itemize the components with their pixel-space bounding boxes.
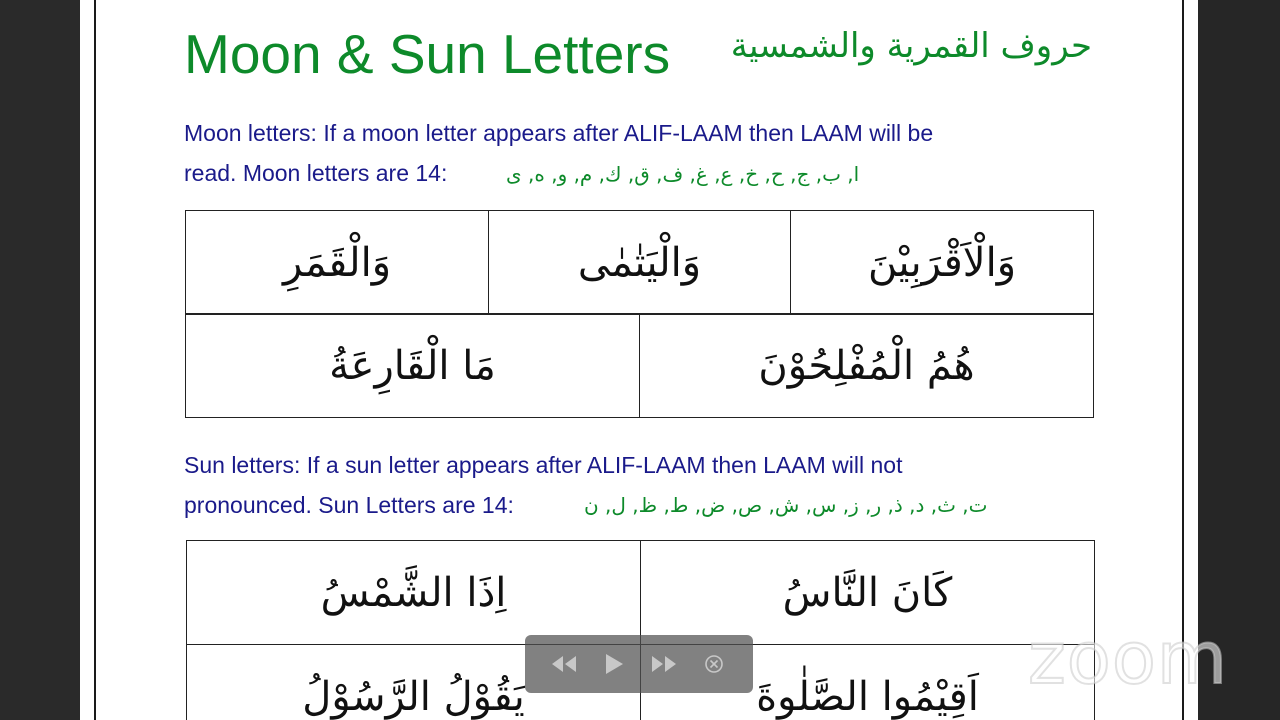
moon-description-line2: read. Moon letters are 14: bbox=[184, 160, 448, 186]
sun-examples-table bbox=[186, 540, 1095, 720]
slide-title-arabic: حروف القمرية والشمسية bbox=[730, 26, 1092, 66]
moon-examples-table-row2 bbox=[185, 313, 1094, 418]
sun-description-line1: Sun letters: If a sun letter appears after ALIF-LAAM then LAAM will not bbox=[184, 452, 903, 478]
left-dark-margin bbox=[0, 0, 80, 720]
sun-example-cell: اِذَا الشَّمْسُ bbox=[187, 541, 641, 645]
sun-example-cell: اَقِيْمُوا الصَّلٰوةَ bbox=[641, 645, 1095, 720]
playback-controls bbox=[525, 635, 753, 693]
sun-example-cell: يَقُوْلُ الرَّسُوْلُ bbox=[187, 645, 641, 720]
moon-example-cell: وَالْيَتٰمٰى bbox=[489, 211, 791, 315]
close-player-button[interactable] bbox=[694, 644, 734, 684]
page-right-border bbox=[1182, 0, 1184, 720]
moon-letters-list: ا, ب, ج, ح, خ, ع, غ, ف, ق, ك, م, و, ه, ی bbox=[506, 162, 860, 186]
page-left-border bbox=[94, 0, 96, 720]
moon-description-line1: Moon letters: If a moon letter appears after ALIF-LAAM then LAAM will be bbox=[184, 120, 934, 146]
moon-example-cell: وَالْقَمَرِ bbox=[186, 211, 489, 315]
rewind-button[interactable] bbox=[544, 644, 584, 684]
slide-title: Moon & Sun Letters bbox=[184, 23, 671, 85]
play-icon bbox=[604, 653, 624, 675]
sun-example-cell: كَانَ النَّاسُ bbox=[641, 541, 1095, 645]
fast-forward-button[interactable] bbox=[644, 644, 684, 684]
moon-example-cell: مَا الْقَارِعَةُ bbox=[186, 314, 640, 418]
right-dark-margin bbox=[1198, 0, 1280, 720]
rewind-icon bbox=[550, 655, 578, 673]
moon-example-cell: هُمُ الْمُفْلِحُوْنَ bbox=[640, 314, 1094, 418]
sun-letters-list: ت, ث, د, ذ, ر, ز, س, ش, ص, ض, ط, ظ, ل, ن bbox=[584, 493, 988, 517]
zoom-watermark: zoom bbox=[1028, 616, 1229, 700]
fast-forward-icon bbox=[650, 655, 678, 673]
sun-description-line2: pronounced. Sun Letters are 14: bbox=[184, 492, 514, 518]
moon-example-cell: وَالْاَقْرَبِيْنَ bbox=[791, 211, 1094, 315]
close-circle-icon bbox=[704, 654, 724, 674]
play-button[interactable] bbox=[594, 644, 634, 684]
moon-examples-table bbox=[185, 210, 1094, 315]
